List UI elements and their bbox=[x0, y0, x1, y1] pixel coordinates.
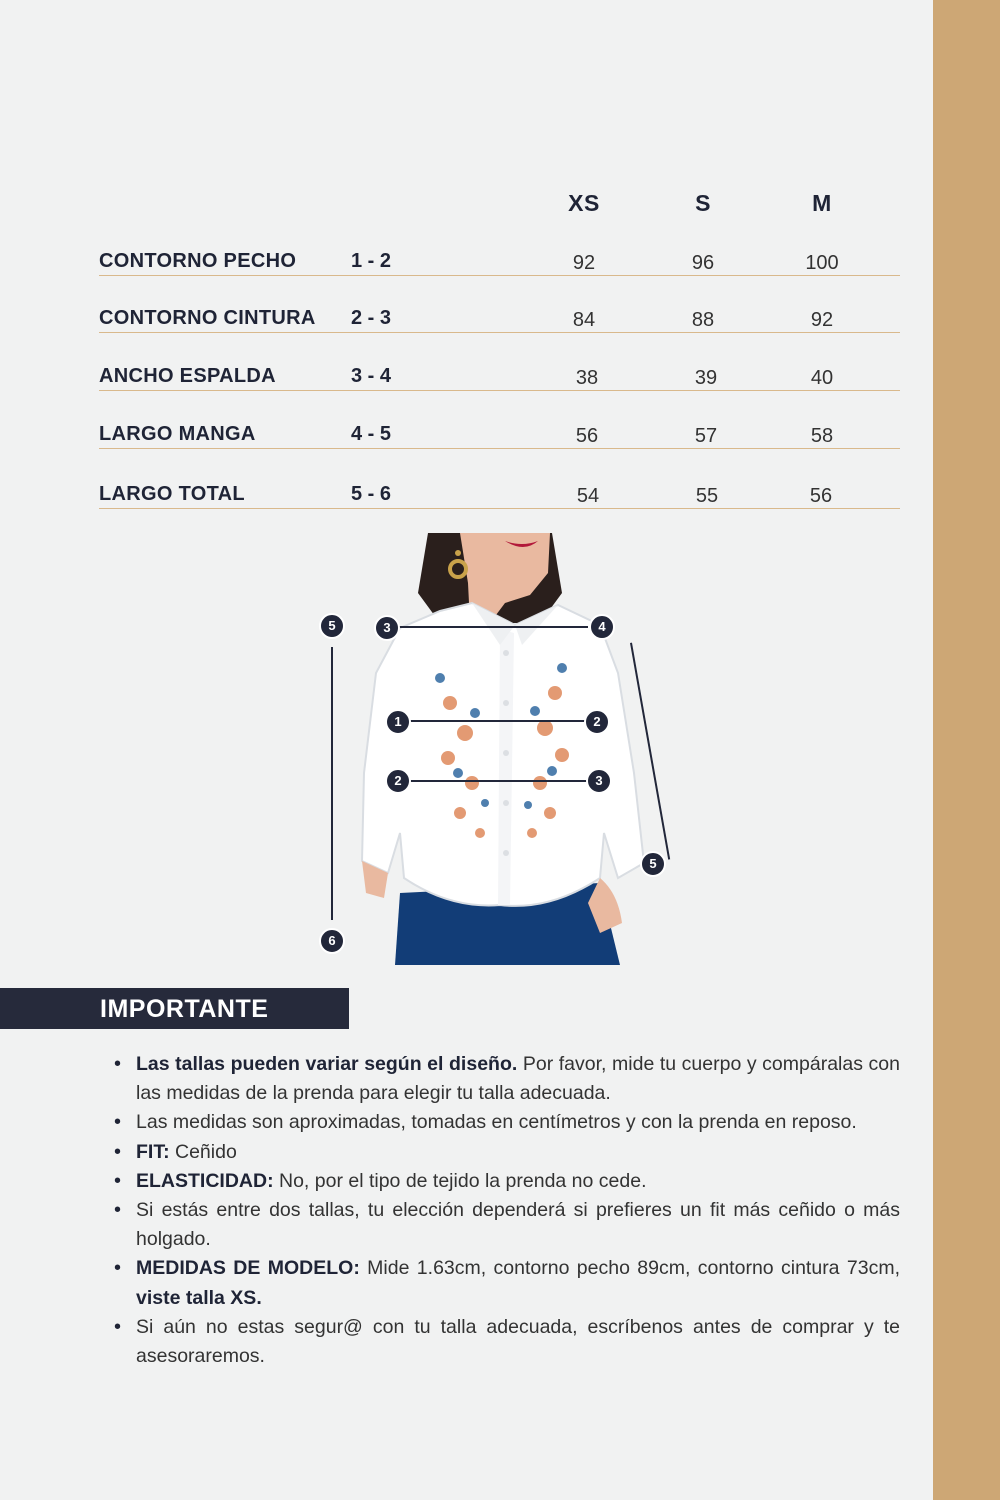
row-label: CONTORNO CINTURA bbox=[99, 307, 316, 329]
table-row-largo-manga bbox=[99, 402, 900, 449]
row-range: 5 - 6 bbox=[351, 483, 392, 505]
row-range: 3 - 4 bbox=[351, 365, 392, 387]
measure-line-3-4 bbox=[398, 626, 588, 628]
marker-4: 4 bbox=[589, 614, 615, 640]
marker-6: 6 bbox=[319, 928, 345, 954]
note-text: Por favor, mide tu cuerpo y compáralas con las medidas de la prenda para elegir tu talla adecuada. bbox=[136, 1053, 900, 1105]
row-range: 2 - 3 bbox=[351, 307, 392, 329]
note-text: Si aún no estas segur@ con tu talla adecuada, escríbenos antes de comprar y te asesoraremos. bbox=[136, 1315, 900, 1368]
note-bold: MEDIDAS DE MODELO: bbox=[136, 1257, 360, 1280]
list-item bbox=[114, 1138, 900, 1167]
marker-2-chest: 2 bbox=[584, 709, 610, 735]
size-header-s: S bbox=[695, 190, 711, 216]
marker-5-sleeve: 5 bbox=[640, 851, 666, 877]
row-range: 4 - 5 bbox=[351, 423, 392, 445]
size-header-xs: XS bbox=[568, 190, 600, 216]
value-s: 88 bbox=[691, 309, 715, 331]
note-bold: FIT: bbox=[136, 1140, 170, 1163]
important-notes-list bbox=[114, 1050, 900, 1371]
important-banner bbox=[0, 988, 349, 1029]
row-label: CONTORNO PECHO bbox=[99, 250, 297, 272]
note-text: No, por el tipo de tejido la prenda no cede. bbox=[273, 1169, 647, 1192]
value-s: 96 bbox=[691, 252, 715, 274]
note-text: Mide 1.63cm, contorno pecho 89cm, contorno cintura 73cm, bbox=[359, 1257, 900, 1280]
model-shirt-illustration bbox=[300, 533, 700, 965]
marker-5-top: 5 bbox=[319, 613, 345, 639]
size-header-m: M bbox=[812, 190, 832, 216]
value-xs: 54 bbox=[576, 485, 600, 507]
value-s: 55 bbox=[695, 485, 719, 507]
value-xs: 84 bbox=[572, 309, 596, 331]
table-row-contorno-cintura bbox=[99, 286, 900, 333]
marker-3-waist: 3 bbox=[586, 768, 612, 794]
note-text: Si estás entre dos tallas, tu elección dependerá si prefieres un fit más ceñido o más holgado. bbox=[136, 1199, 900, 1251]
marker-3-shoulder: 3 bbox=[374, 615, 400, 641]
measure-line-1-2 bbox=[410, 720, 585, 722]
list-item bbox=[114, 1313, 900, 1371]
row-label: ANCHO ESPALDA bbox=[99, 365, 276, 387]
value-m: 92 bbox=[810, 309, 834, 331]
value-m: 40 bbox=[810, 367, 834, 389]
note-bold: Las tallas pueden variar según el diseño. bbox=[136, 1053, 518, 1075]
marker-2-waist: 2 bbox=[385, 768, 411, 794]
row-range: 1 - 2 bbox=[351, 250, 392, 272]
value-s: 57 bbox=[694, 425, 718, 447]
value-m: 58 bbox=[810, 425, 834, 447]
measure-line-2-3 bbox=[410, 780, 588, 782]
important-title: IMPORTANTE bbox=[100, 995, 269, 1023]
row-label: LARGO TOTAL bbox=[99, 483, 245, 505]
row-label: LARGO MANGA bbox=[99, 423, 256, 445]
list-item bbox=[114, 1108, 900, 1137]
note-bold: ELASTICIDAD: bbox=[136, 1169, 274, 1192]
garment-measurement-figure bbox=[300, 533, 700, 965]
table-row-ancho-espalda bbox=[99, 344, 900, 391]
list-item bbox=[114, 1196, 900, 1254]
value-s: 39 bbox=[694, 367, 718, 389]
table-row-largo-total bbox=[99, 462, 900, 509]
value-xs: 38 bbox=[575, 367, 599, 389]
value-xs: 56 bbox=[575, 425, 599, 447]
table-row-contorno-pecho bbox=[99, 229, 900, 276]
list-item bbox=[114, 1254, 900, 1312]
value-m: 100 bbox=[805, 252, 839, 274]
note-text: Ceñido bbox=[169, 1140, 237, 1163]
list-item bbox=[114, 1050, 900, 1108]
note-text: Las medidas son aproximadas, tomadas en centímetros y con la prenda en reposo. bbox=[136, 1111, 857, 1134]
note-bold-tail: viste talla XS. bbox=[136, 1286, 262, 1309]
marker-1: 1 bbox=[385, 709, 411, 735]
measure-line-5-6 bbox=[331, 647, 333, 920]
list-item bbox=[114, 1167, 900, 1196]
side-accent-bar bbox=[933, 0, 1000, 1500]
value-xs: 92 bbox=[572, 252, 596, 274]
value-m: 56 bbox=[809, 485, 833, 507]
